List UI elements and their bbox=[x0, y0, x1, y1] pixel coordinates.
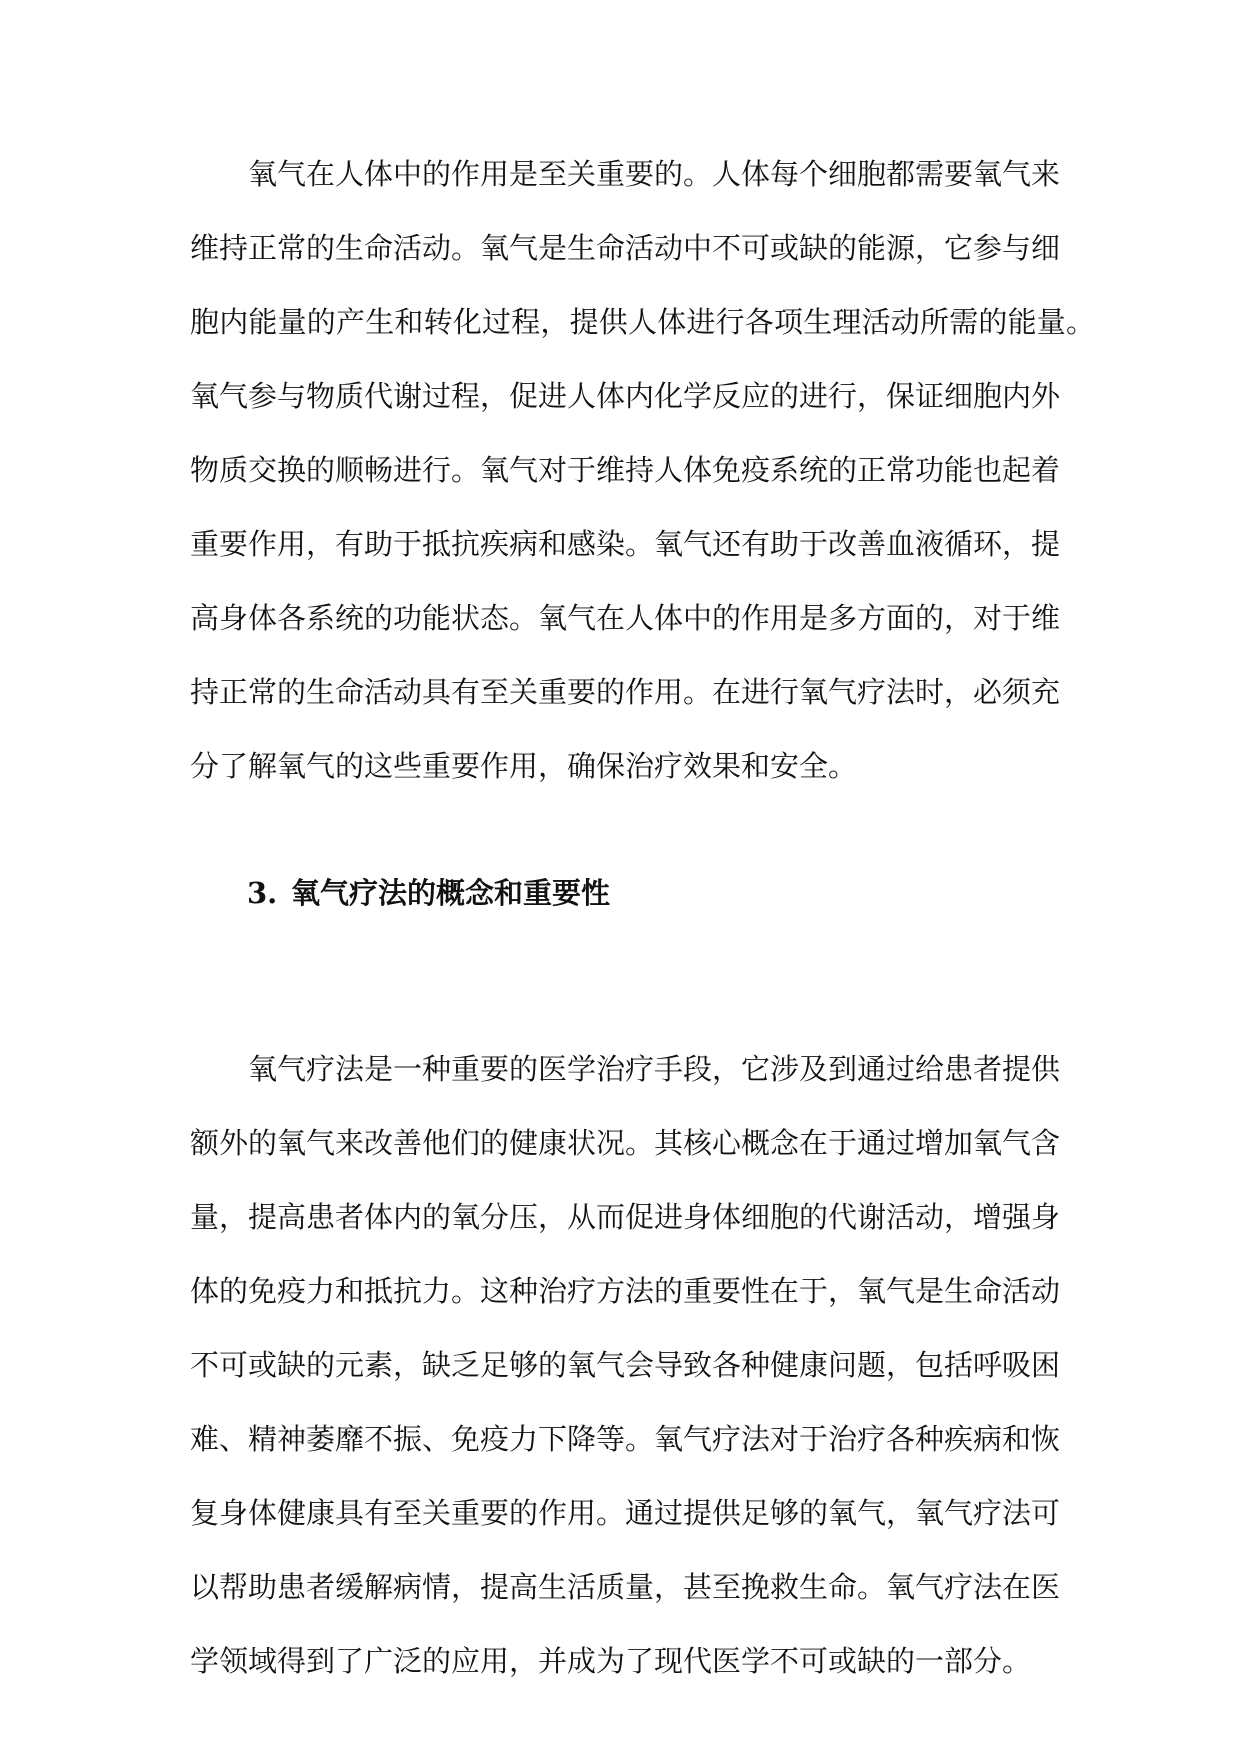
paragraph-line: 分了解氧气的这些重要作用，确保治疗效果和安全。 bbox=[190, 749, 858, 783]
paragraph-line: 重要作用，有助于抵抗疾病和感染。氧气还有助于改善血液循环，提 bbox=[190, 527, 1061, 561]
body-paragraph-oxygen-therapy bbox=[190, 1032, 1061, 1698]
paragraph-line: 以帮助患者缓解病情，提高生活质量，甚至挽救生命。氧气疗法在医 bbox=[190, 1570, 1061, 1604]
paragraph-line: 维持正常的生命活动。氧气是生命活动中不可或缺的能源，它参与细 bbox=[190, 231, 1061, 265]
paragraph-line: 物质交换的顺畅进行。氧气对于维持人体免疫系统的正常功能也起着 bbox=[190, 453, 1061, 487]
body-paragraph-oxygen-role bbox=[190, 137, 1095, 803]
paragraph-line: 氧气疗法是一种重要的医学治疗手段，它涉及到通过给患者提供 bbox=[248, 1052, 1061, 1086]
paragraph-line: 胞内能量的产生和转化过程，提供人体进行各项生理活动所需的能量。 bbox=[190, 305, 1095, 339]
paragraph-line: 持正常的生命活动具有至关重要的作用。在进行氧气疗法时，必须充 bbox=[190, 675, 1061, 709]
section-heading bbox=[247, 863, 610, 923]
paragraph-line: 难、精神萎靡不振、免疫力下降等。氧气疗法对于治疗各种疾病和恢 bbox=[190, 1422, 1061, 1456]
section-number: 3. bbox=[247, 876, 278, 910]
paragraph-line: 学领域得到了广泛的应用，并成为了现代医学不可或缺的一部分。 bbox=[190, 1644, 1032, 1678]
paragraph-line: 氧气在人体中的作用是至关重要的。人体每个细胞都需要氧气来 bbox=[248, 157, 1061, 191]
section-title: 氧气疗法的概念和重要性 bbox=[291, 876, 611, 910]
paragraph-line: 体的免疫力和抵抗力。这种治疗方法的重要性在于，氧气是生命活动 bbox=[190, 1274, 1061, 1308]
paragraph-line: 额外的氧气来改善他们的健康状况。其核心概念在于通过增加氧气含 bbox=[190, 1126, 1061, 1160]
paragraph-line: 高身体各系统的功能状态。氧气在人体中的作用是多方面的，对于维 bbox=[190, 601, 1061, 635]
paragraph-line: 不可或缺的元素，缺乏足够的氧气会导致各种健康问题，包括呼吸困 bbox=[190, 1348, 1061, 1382]
paragraph-line: 氧气参与物质代谢过程，促进人体内化学反应的进行，保证细胞内外 bbox=[190, 379, 1061, 413]
paragraph-line: 量，提高患者体内的氧分压，从而促进身体细胞的代谢活动，增强身 bbox=[190, 1200, 1061, 1234]
paragraph-line: 复身体健康具有至关重要的作用。通过提供足够的氧气，氧气疗法可 bbox=[190, 1496, 1061, 1530]
